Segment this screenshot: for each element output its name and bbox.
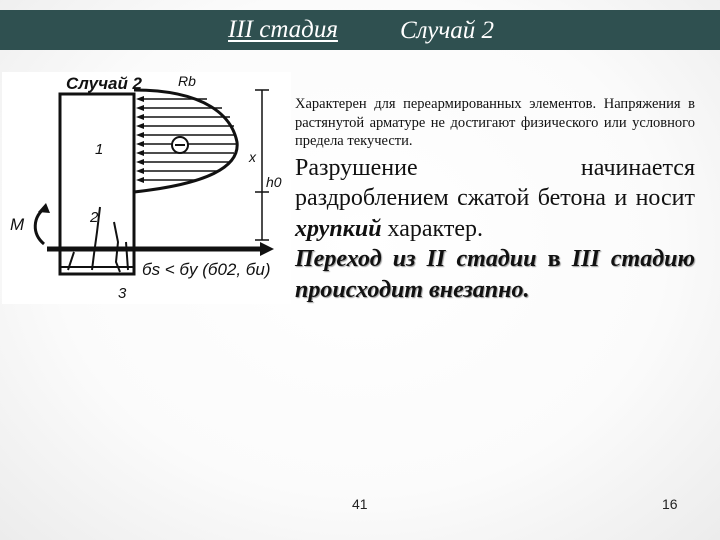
figure-sigma-label: бs < бy (б02, бu) bbox=[142, 260, 271, 279]
main-paragraph bbox=[295, 153, 695, 245]
figure-moment-label: M bbox=[10, 215, 25, 234]
main-paragraph-tail: характер. bbox=[387, 215, 484, 242]
figure-h0-label: h0 bbox=[266, 174, 282, 190]
slide-case: Случай 2 bbox=[400, 17, 495, 44]
figure-case-label: Случай 2 bbox=[66, 74, 143, 93]
stress-diagram-figure bbox=[2, 72, 291, 304]
figure-label-1: 1 bbox=[95, 141, 104, 158]
small-paragraph: Характерен для переармированных элементов. Напряжения в растянутой арматуре не достигают физического или условного предела текучести. bbox=[295, 96, 695, 149]
content-text bbox=[295, 95, 695, 305]
main-paragraph-text: Разрушение начинается раздроблением сжатой бетона и носит bbox=[295, 154, 695, 211]
transition-paragraph bbox=[295, 244, 695, 305]
figure-label-3: 3 bbox=[118, 285, 127, 302]
stress-diagram bbox=[2, 72, 291, 304]
figure-x-label: x bbox=[249, 149, 256, 165]
transition-text-in: в bbox=[547, 246, 561, 272]
slide-number-right: 16 bbox=[662, 496, 678, 512]
transition-text-b: III стадию происходит внезапно. bbox=[295, 246, 695, 303]
figure-r-label: Rb bbox=[178, 73, 196, 89]
figure-label-2: 2 bbox=[90, 209, 99, 226]
emphasis-word: хрупкий bbox=[295, 215, 382, 242]
transition-text-a: Переход из II стадии bbox=[295, 246, 537, 272]
slide-number-left: 41 bbox=[352, 496, 368, 512]
slide-title: III стадия bbox=[228, 16, 338, 43]
title-bar bbox=[0, 10, 720, 50]
